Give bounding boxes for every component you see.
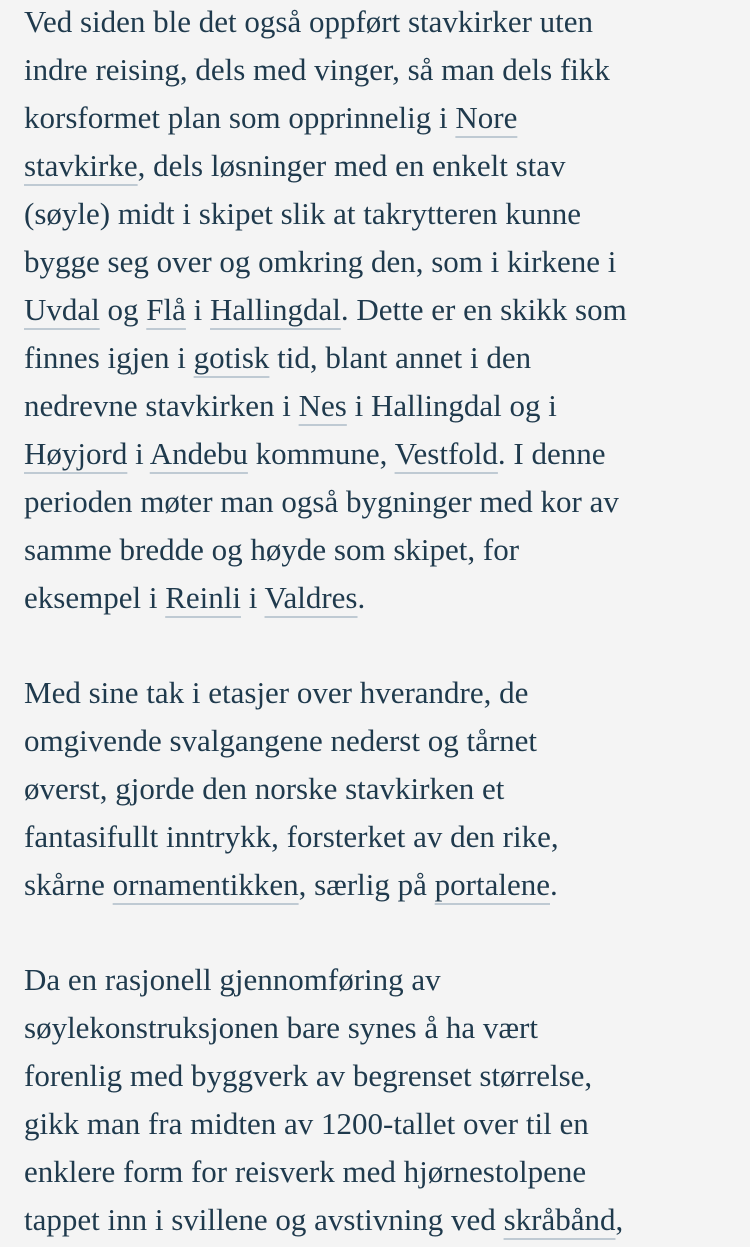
text-segment: i xyxy=(185,292,211,327)
text-line xyxy=(24,669,750,717)
article-link[interactable]: Hallingdal xyxy=(210,292,341,327)
text-segment: enklere form for reisverk med hjørnestolpene xyxy=(24,1154,587,1189)
article-link[interactable]: Nore xyxy=(455,100,518,135)
article-link[interactable]: Høyjord xyxy=(24,436,128,471)
text-segment: Da en rasjonell gjennomføring av xyxy=(24,962,441,997)
paragraph xyxy=(24,956,750,1244)
text-segment: . xyxy=(357,580,366,615)
text-segment: øverst, gjorde den norske stavkirken et xyxy=(24,771,505,806)
text-segment: Med sine tak i etasjer over hverandre, de xyxy=(24,675,529,710)
article-link[interactable]: Flå xyxy=(146,292,186,327)
text-line xyxy=(24,190,750,238)
article-link[interactable]: Andebu xyxy=(149,436,248,471)
text-segment: kommune, xyxy=(247,436,395,471)
text-line xyxy=(24,142,750,190)
text-line xyxy=(24,574,750,622)
text-segment: Ved siden ble det også oppført stavkirker uten xyxy=(24,4,594,39)
text-segment: bygge seg over og omkring den, som i kirkene i xyxy=(24,244,617,279)
text-segment: og xyxy=(99,292,147,327)
article-link[interactable]: Vestfold xyxy=(394,436,498,471)
text-segment: i Hallingdal og i xyxy=(346,388,557,423)
text-segment: eksempel i xyxy=(24,580,166,615)
article-link[interactable]: stavkirke xyxy=(24,148,138,183)
article-link[interactable]: skråbånd xyxy=(503,1202,616,1237)
text-line xyxy=(24,286,750,334)
text-line xyxy=(24,861,750,909)
text-line xyxy=(24,717,750,765)
article-link[interactable]: Reinli xyxy=(165,580,241,615)
text-segment: i xyxy=(240,580,265,615)
text-line xyxy=(24,430,750,478)
text-line xyxy=(24,765,750,813)
text-segment: fantasifullt inntrykk, forsterket av den rike, xyxy=(24,819,559,854)
text-line xyxy=(24,1148,750,1196)
text-segment: , dels løsninger med en enkelt stav xyxy=(137,148,566,183)
article-link[interactable]: gotisk xyxy=(193,340,270,375)
text-line xyxy=(24,238,750,286)
text-segment: perioden møter man også bygninger med kor av xyxy=(24,484,619,519)
text-line xyxy=(24,526,750,574)
text-line xyxy=(24,0,750,46)
text-line xyxy=(24,94,750,142)
text-segment: gikk man fra midten av 1200-tallet over til en xyxy=(24,1106,589,1141)
paragraph xyxy=(24,669,750,909)
article-link[interactable]: Uvdal xyxy=(24,292,100,327)
text-segment: indre reising, dels med vinger, så man dels fikk xyxy=(24,52,610,87)
article-link[interactable]: Valdres xyxy=(264,580,358,615)
paragraph xyxy=(24,0,750,622)
text-segment: samme bredde og høyde som skipet, for xyxy=(24,532,520,567)
text-segment: finnes igjen i xyxy=(24,340,194,375)
text-segment: omgivende svalgangene nederst og tårnet xyxy=(24,723,538,758)
text-segment: . xyxy=(550,867,558,902)
text-segment: . I denne xyxy=(497,436,606,471)
text-segment: forenlig med byggverk av begrenset størrelse, xyxy=(24,1058,593,1093)
text-line xyxy=(24,1196,750,1244)
text-segment: i xyxy=(127,436,150,471)
article-link[interactable]: Nes xyxy=(298,388,347,423)
text-line xyxy=(24,1004,750,1052)
article-link[interactable]: portalene xyxy=(434,867,550,902)
text-line xyxy=(24,1052,750,1100)
article-link[interactable]: ornamentikken xyxy=(112,867,299,902)
text-line xyxy=(24,956,750,1004)
text-segment: tappet inn i svillene og avstivning ved xyxy=(24,1202,504,1237)
text-line xyxy=(24,1100,750,1148)
text-line xyxy=(24,46,750,94)
text-segment: , xyxy=(615,1202,624,1237)
text-line xyxy=(24,813,750,861)
text-segment: nedrevne stavkirken i xyxy=(24,388,299,423)
text-segment: skårne xyxy=(24,867,113,902)
text-segment: søylekonstruksjonen bare synes å ha vært xyxy=(24,1010,538,1045)
text-segment: (søyle) midt i skipet slik at takrytteren kunne xyxy=(24,196,582,231)
text-segment: tid, blant annet i den xyxy=(269,340,532,375)
text-segment: . Dette er en skikk som xyxy=(340,292,627,327)
text-line xyxy=(24,334,750,382)
text-segment: , særlig på xyxy=(298,867,435,902)
text-line xyxy=(24,478,750,526)
text-line xyxy=(24,382,750,430)
text-segment: korsformet plan som opprinnelig i xyxy=(24,100,456,135)
